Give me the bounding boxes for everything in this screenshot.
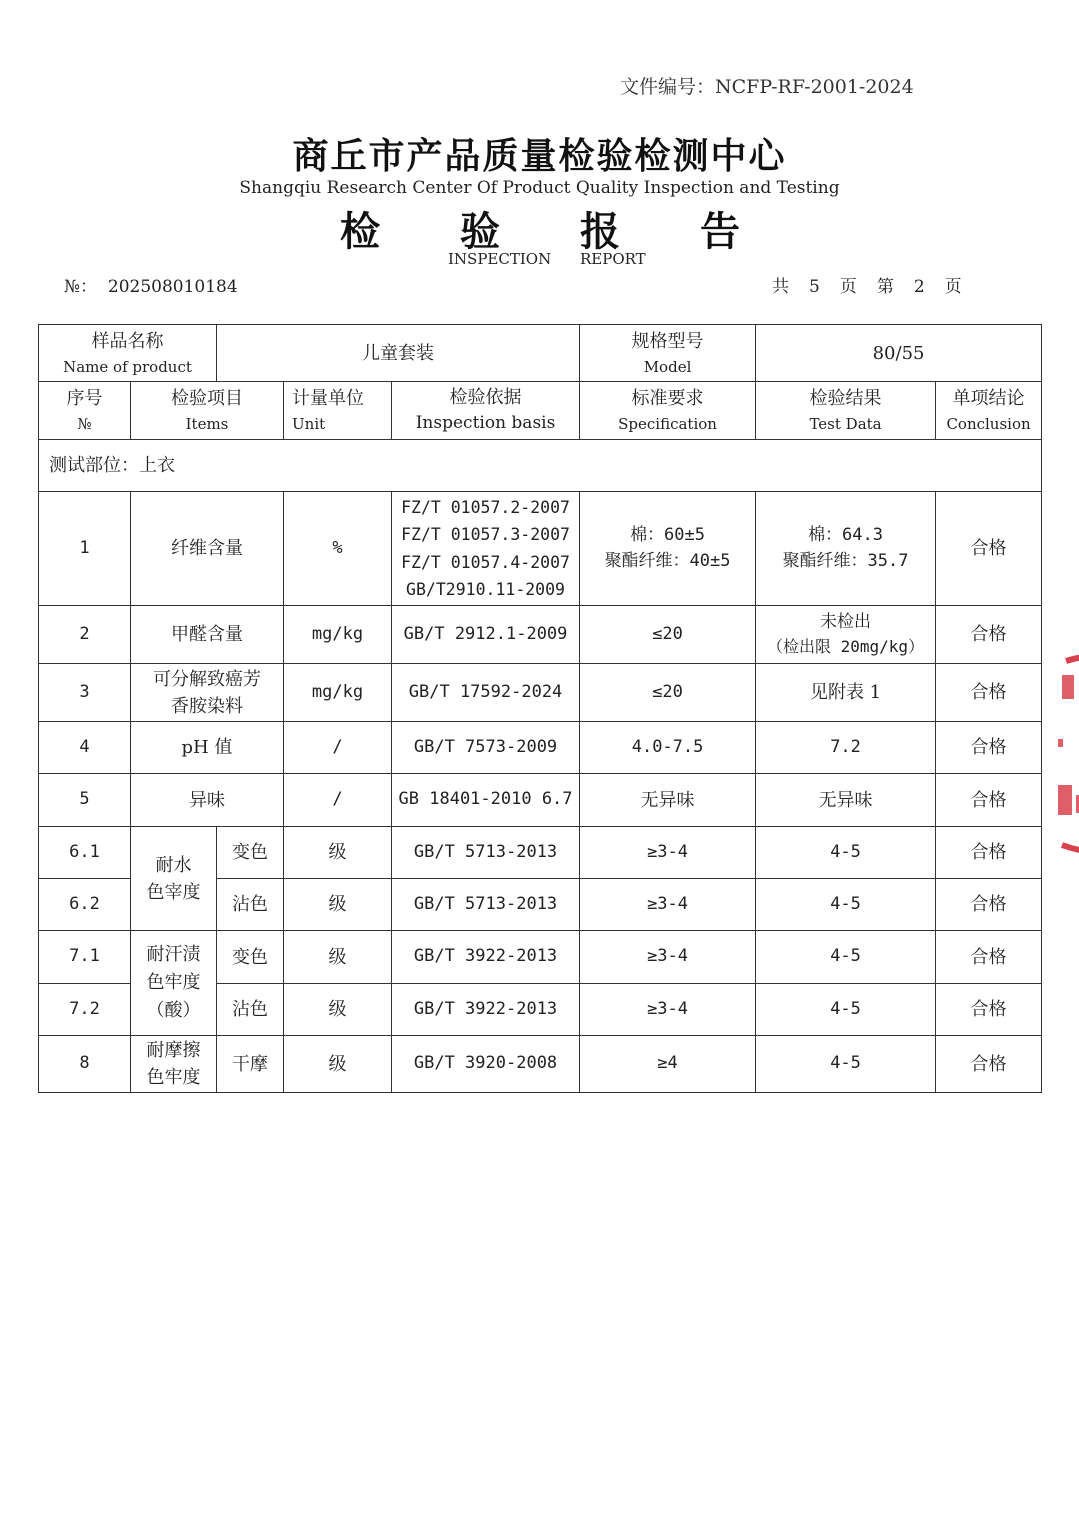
page-current: 2 [913,277,925,297]
page-total: 5 [809,277,820,297]
header-en: № [77,415,92,433]
unit: 级 [284,984,392,1036]
unit: mg/kg [284,664,392,722]
page-indicator [772,272,962,297]
inspection-basis: GB/T 2912.1-2009 [392,606,580,664]
specification: ≥3-4 [580,879,756,931]
col-header-result [756,382,936,440]
report-title-en [448,250,670,268]
specification: 4.0-7.5 [580,722,756,774]
specification: ≤20 [580,664,756,722]
page-text: 共 [772,277,789,297]
specification: ≥3-4 [580,827,756,879]
specification [580,492,756,606]
conclusion: 合格 [936,879,1042,931]
result-line: 未检出 [820,611,872,632]
test-result: 4-5 [756,827,936,879]
header-cn: 序号 [66,388,103,409]
unit: 级 [284,931,392,984]
title-en-word: REPORT [579,250,646,268]
column-header-row [39,382,1042,440]
test-result [756,606,936,664]
header-en: Unit [292,415,326,433]
item-group [131,827,217,931]
inspection-basis: GB/T 3922-2013 [392,931,580,984]
group-line: 色牢度 [146,1067,201,1088]
unit: / [284,774,392,827]
inspection-basis: GB/T 17592-2024 [392,664,580,722]
label-en: Model [643,357,692,376]
basis-line: GB/T2910.11-2009 [406,579,565,599]
item-name: pH 值 [131,722,284,774]
row-number: 8 [39,1036,131,1093]
title-en-word: INSPECTION [448,250,552,268]
sub-item: 沾色 [217,984,284,1036]
model-label [580,325,756,382]
organization-name-cn: 商丘市产品质量检验检测中心 [292,135,787,177]
inspection-basis: GB/T 3920-2008 [392,1036,580,1093]
row-number: 7.2 [39,984,131,1036]
organization-name-en: Shangqiu Research Center Of Product Quality Inspection and Testing [239,178,840,198]
group-line: 色宰度 [146,881,201,903]
unit: / [284,722,392,774]
row-number: 1 [39,492,131,606]
test-result [756,492,936,606]
spec-line: 聚酯纤维：40±5 [604,550,731,571]
specification: ≥3-4 [580,984,756,1036]
group-line: 耐水 [155,854,192,876]
label-cn: 样品名称 [91,330,164,352]
report-number: №： 202508010184 [64,277,238,297]
test-result: 4-5 [756,879,936,931]
test-result: 7.2 [756,722,936,774]
header-en: Test Data [809,415,882,433]
test-result: 见附表 1 [756,664,936,722]
item-name [131,664,284,722]
sub-item: 干摩 [217,1036,284,1093]
title-char: 检 [340,208,380,255]
header-en: Specification [618,415,717,433]
result-line: 聚酯纤维：35.7 [782,550,909,571]
test-result: 4-5 [756,984,936,1036]
spec-line: 棉：60±5 [630,525,706,545]
page-text: 页 [839,277,857,297]
header-en: Conclusion [946,415,1031,433]
col-header-conclusion [936,382,1042,440]
conclusion: 合格 [936,492,1042,606]
conclusion: 合格 [936,984,1042,1036]
unit: 级 [284,1036,392,1093]
conclusion: 合格 [936,1036,1042,1093]
table-row [39,774,1042,827]
col-header-items [131,382,284,440]
seal-marks [1058,675,1079,815]
item-name: 甲醛含量 [131,606,284,664]
result-line: （检出限 20mg/kg） [767,637,925,657]
item-group [131,931,217,1036]
header-cn: 计量单位 [292,388,365,409]
sub-item: 变色 [217,827,284,879]
specification: ≤20 [580,606,756,664]
conclusion: 合格 [936,606,1042,664]
conclusion: 合格 [936,722,1042,774]
header-cn: 标准要求 [631,388,704,409]
table-row [39,827,1042,879]
item-line: 可分解致癌芳 [153,668,261,690]
group-line: （酸） [146,999,201,1021]
title-char: 告 [700,208,740,255]
col-header-unit [284,382,392,440]
conclusion: 合格 [936,774,1042,827]
label-en: Name of product [63,357,192,376]
row-number: 7.1 [39,931,131,984]
result-line: 棉：64.3 [808,525,884,545]
conclusion: 合格 [936,827,1042,879]
unit: 级 [284,879,392,931]
row-number: 5 [39,774,131,827]
model-value: 80/55 [756,325,1042,382]
basis-line: FZ/T 01057.2-2007 [401,498,570,518]
table-row [39,664,1042,722]
product-name-label [39,325,217,382]
group-line: 色牢度 [146,972,201,994]
inspection-basis: GB/T 5713-2013 [392,879,580,931]
group-line: 耐汗渍 [146,944,201,966]
file-number: 文件编号：NCFP-RF-2001-2024 [620,76,914,98]
unit: mg/kg [284,606,392,664]
item-line: 香胺染料 [171,695,243,717]
report-title-cn [340,200,740,257]
test-result: 4-5 [756,1036,936,1093]
header-en: Inspection basis [415,413,556,434]
inspection-basis: GB/T 3922-2013 [392,984,580,1036]
col-header-basis [392,382,580,440]
basis-line: FZ/T 01057.3-2007 [401,525,570,545]
page-text: 第 [876,277,894,297]
header-cn: 单项结论 [952,388,1025,409]
product-name-value: 儿童套装 [217,325,580,382]
specification: ≥4 [580,1036,756,1093]
row-number: 6.1 [39,827,131,879]
product-row [39,325,1042,382]
row-number: 6.2 [39,879,131,931]
unit: 级 [284,827,392,879]
table-row [39,931,1042,984]
page-text: 页 [944,277,962,297]
header-en: Items [185,415,229,433]
specification: ≥3-4 [580,931,756,984]
basis-line: FZ/T 01057.4-2007 [401,552,570,572]
inspection-basis: GB/T 5713-2013 [392,827,580,879]
inspection-table [38,324,1042,1093]
test-result: 4-5 [756,931,936,984]
header-cn: 检验项目 [171,388,243,409]
item-name: 纤维含量 [131,492,284,606]
title-char: 验 [460,208,500,255]
table-row [39,492,1042,606]
unit: % [284,492,392,606]
conclusion: 合格 [936,664,1042,722]
sub-item: 变色 [217,931,284,984]
test-result: 无异味 [756,774,936,827]
col-header-no [39,382,131,440]
col-header-spec [580,382,756,440]
sub-item: 沾色 [217,879,284,931]
inspection-basis [392,492,580,606]
official-seal [1056,655,1079,855]
inspection-basis: GB/T 7573-2009 [392,722,580,774]
table-row [39,1036,1042,1093]
item-name: 异味 [131,774,284,827]
label-cn: 规格型号 [631,330,704,352]
table-row [39,606,1042,664]
row-number: 2 [39,606,131,664]
title-char: 报 [580,208,620,255]
specification: 无异味 [580,774,756,827]
table-row [39,722,1042,774]
row-number: 4 [39,722,131,774]
row-number: 3 [39,664,131,722]
header-cn: 检验依据 [449,387,522,409]
header-cn: 检验结果 [809,388,882,409]
section-label: 测试部位：上衣 [39,440,1042,492]
section-row [39,440,1042,492]
inspection-basis: GB 18401-2010 6.7 [392,774,580,827]
item-group [131,1036,217,1093]
group-line: 耐摩擦 [146,1040,201,1061]
conclusion: 合格 [936,931,1042,984]
